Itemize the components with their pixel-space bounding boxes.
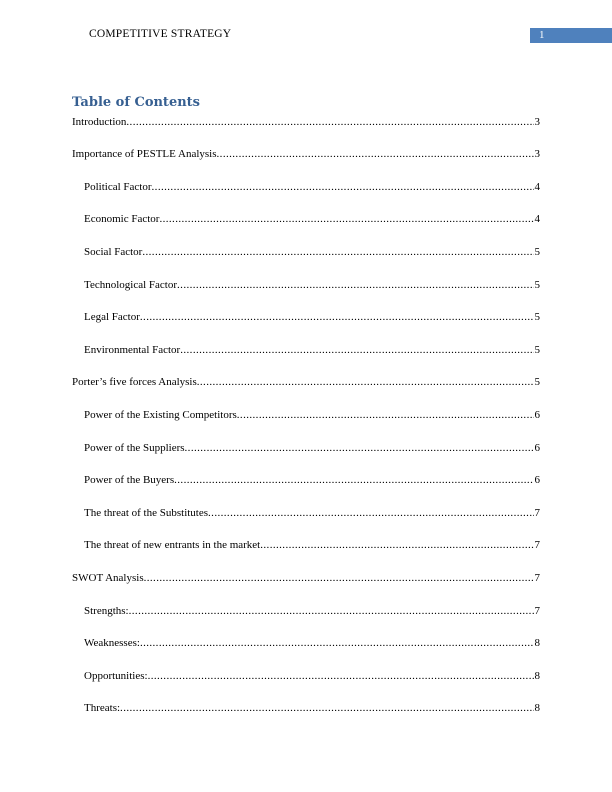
toc-entry-title: Power of the Buyers <box>84 474 175 486</box>
toc-entry-title: Environmental Factor <box>84 344 181 356</box>
toc-entry[interactable] <box>84 441 540 455</box>
toc-entry-page: 5 <box>534 344 540 356</box>
dot-leader <box>148 669 534 683</box>
toc-entry-title: The threat of new entrants in the market <box>84 539 261 551</box>
toc-entry-page: 3 <box>534 148 540 160</box>
toc-entry[interactable] <box>72 571 540 585</box>
toc-entry-page: 6 <box>534 474 540 486</box>
dot-leader <box>140 310 534 324</box>
toc-entry-title: The threat of the Substitutes <box>84 507 209 519</box>
toc-entry[interactable] <box>72 375 540 389</box>
toc-entry[interactable] <box>84 604 540 618</box>
toc-entry-title: Economic Factor <box>84 213 160 225</box>
toc-entry-title: Technological Factor <box>84 279 178 291</box>
toc-entry[interactable] <box>84 473 540 487</box>
dot-leader <box>180 343 533 357</box>
toc-entry[interactable] <box>84 506 540 520</box>
toc-entry[interactable] <box>84 408 540 422</box>
toc-entry-title: Threats: <box>84 702 121 714</box>
toc-entry-page: 5 <box>534 376 540 388</box>
dot-leader <box>120 701 533 715</box>
dot-leader <box>129 604 534 618</box>
dot-leader <box>174 473 533 487</box>
toc-entry[interactable] <box>72 115 540 129</box>
dot-leader <box>237 408 534 422</box>
toc-entry-title: Porter’s five forces Analysis <box>72 376 197 388</box>
dot-leader <box>260 538 533 552</box>
toc-entry-title: Introduction <box>72 116 127 128</box>
dot-leader <box>152 180 534 194</box>
toc-entry[interactable] <box>84 538 540 552</box>
toc-entry[interactable] <box>84 180 540 194</box>
toc-entry[interactable] <box>84 278 540 292</box>
toc-entry[interactable] <box>84 636 540 650</box>
toc-entry[interactable] <box>84 245 540 259</box>
dot-leader <box>197 375 534 389</box>
toc-entry-page: 6 <box>534 442 540 454</box>
toc-entry-page: 7 <box>534 605 540 617</box>
toc-entry-title: Strengths: <box>84 605 129 617</box>
toc-entry-page: 7 <box>534 572 540 584</box>
toc-entry-page: 5 <box>534 246 540 258</box>
toc-entry-page: 7 <box>534 507 540 519</box>
toc-entry-title: Legal Factor <box>84 311 140 323</box>
toc-entry-title: Power of the Existing Competitors <box>84 409 237 421</box>
toc-entry-page: 4 <box>534 181 540 193</box>
toc-entry-page: 7 <box>534 539 540 551</box>
toc-entry-page: 8 <box>534 637 540 649</box>
toc-entry-page: 4 <box>534 213 540 225</box>
toc-entry-page: 5 <box>534 279 540 291</box>
toc-entry-title: Opportunities: <box>84 670 148 682</box>
toc-entry[interactable] <box>84 343 540 357</box>
dot-leader <box>217 147 534 161</box>
toc-entry-title: Weaknesses: <box>84 637 140 649</box>
toc-entry-title: Political Factor <box>84 181 152 193</box>
toc-entry[interactable] <box>84 310 540 324</box>
toc-entry-page: 8 <box>534 670 540 682</box>
toc-entry-title: Social Factor <box>84 246 143 258</box>
toc-entry-title: SWOT Analysis <box>72 572 144 584</box>
toc-entry-title: Importance of PESTLE Analysis <box>72 148 217 160</box>
dot-leader <box>208 506 533 520</box>
toc-entry-page: 5 <box>534 311 540 323</box>
dot-leader <box>144 571 534 585</box>
dot-leader <box>185 441 534 455</box>
dot-leader <box>142 245 533 259</box>
dot-leader <box>159 212 533 226</box>
toc-heading: Table of Contents <box>72 95 200 110</box>
running-head: COMPETITIVE STRATEGY <box>89 28 232 40</box>
dot-leader <box>140 636 534 650</box>
toc-entry-page: 8 <box>534 702 540 714</box>
toc-entry[interactable] <box>72 147 540 161</box>
page-number-badge: 1 <box>530 28 612 43</box>
toc-entry-page: 6 <box>534 409 540 421</box>
dot-leader <box>126 115 533 129</box>
dot-leader <box>177 278 533 292</box>
toc-entry-page: 3 <box>534 116 540 128</box>
toc-entry[interactable] <box>84 669 540 683</box>
toc-entry-title: Power of the Suppliers <box>84 442 185 454</box>
toc-entry[interactable] <box>84 212 540 226</box>
toc-entry[interactable] <box>84 701 540 715</box>
